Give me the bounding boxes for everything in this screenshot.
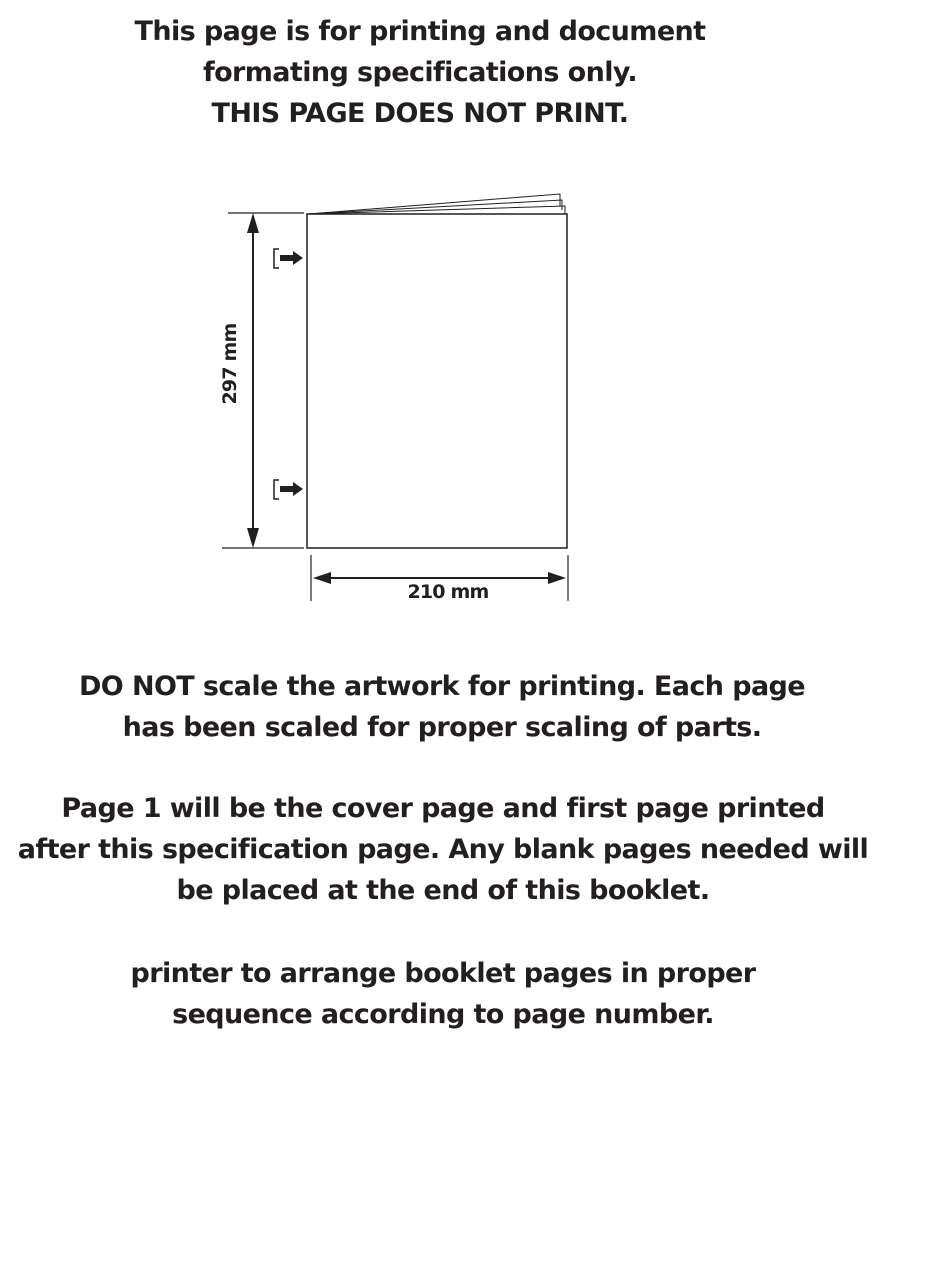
height-dimension-arrow (247, 213, 259, 548)
printer-line-1: printer to arrange booklet pages in proper (130, 958, 756, 989)
height-label: 297 mm (219, 323, 241, 405)
printer-instruction (0, 953, 886, 1035)
cover-instruction (0, 788, 886, 911)
cover-line-2: after this specification page. Any blank pages needed will (17, 834, 869, 865)
booklet-front-page (307, 214, 567, 548)
header-line-3: THIS PAGE DOES NOT PRINT. (211, 98, 629, 129)
scale-line-1: DO NOT scale the artwork for printing. Each page (78, 671, 805, 702)
booklet-pages-stack (308, 194, 565, 214)
header-line-1: This page is for printing and document (134, 16, 706, 47)
booklet-diagram (0, 0, 950, 620)
width-label: 210 mm (407, 581, 489, 603)
printer-line-2: sequence according to page number. (172, 999, 714, 1030)
scale-line-2: has been scaled for proper scaling of parts. (122, 712, 762, 743)
scale-instruction (0, 666, 884, 748)
cover-line-1: Page 1 will be the cover page and first page printed (61, 793, 825, 824)
staple-arrow-icon (274, 480, 303, 499)
header-line-2: formating specifications only. (202, 57, 638, 88)
cover-line-3: be placed at the end of this booklet. (176, 875, 710, 906)
staple-arrow-icon (274, 249, 303, 268)
